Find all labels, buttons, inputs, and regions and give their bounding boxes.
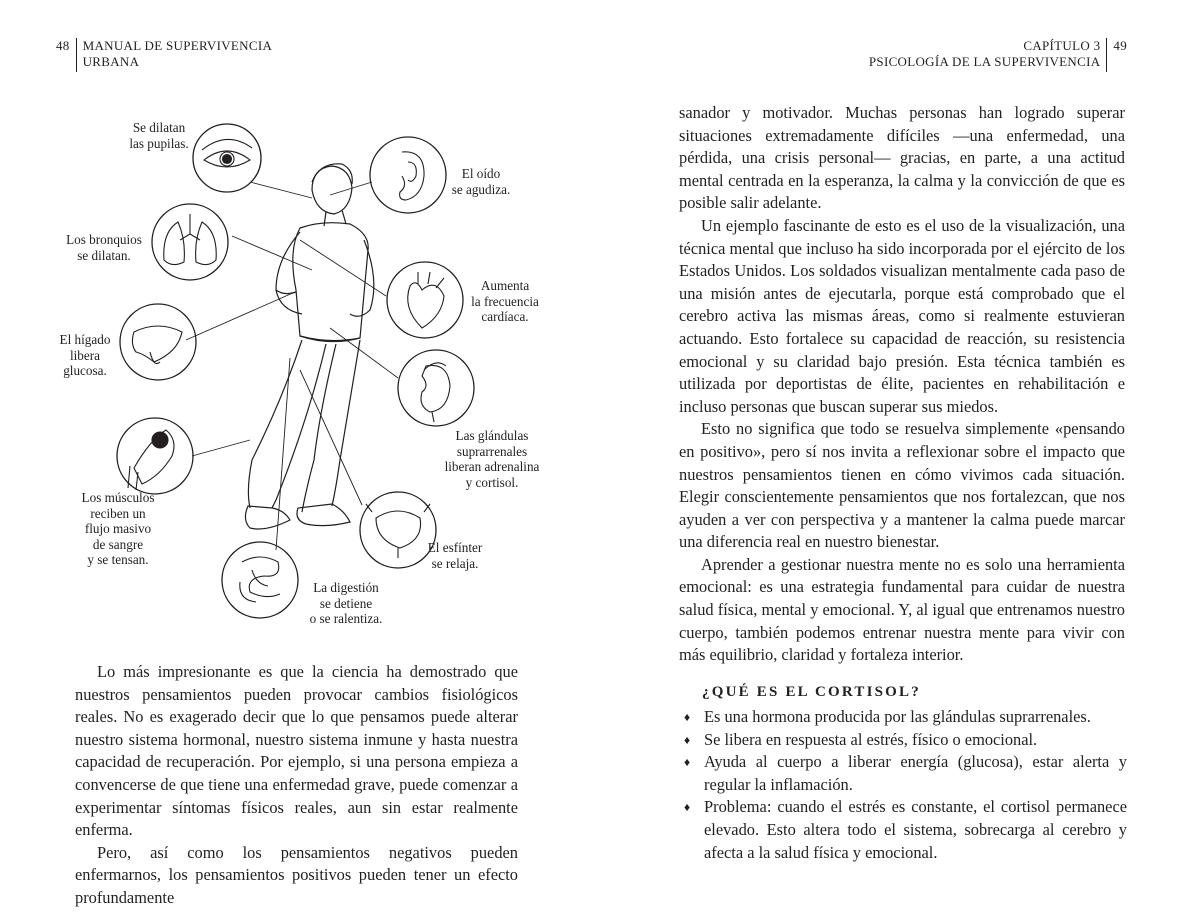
ear-drawing — [400, 152, 424, 200]
chapter-number: CAPÍTULO 3 — [1023, 38, 1101, 53]
right-paragraph-1: Un ejemplo fascinante de esto es el uso de la visualización, una técnica mental que incluso ha sido incorporada por el ejército de los Estados Unidos. Los soldados visualizan mentalmente cada paso de una misión antes de ejecutarla, porque está comprobado que el cerebro activa las mismas áreas, como si realmente estuvieran actuando. Esto fortalece su capacidad de reacción, su resistencia emocional y su claridad bajo presión. Esta técnica también es utilizada por deportistas de élite, pacientes en rehabilitación e incluso personas que buscan superar sus miedos. — [679, 215, 1125, 416]
label-adrenal: Las glándulas suprarrenales liberan adrenalina y cortisol. — [444, 428, 540, 490]
label-digestion: La digestión se detiene o se ralentiza. — [309, 580, 383, 627]
list-item: ♦ Es una hormona producida por las glándulas suprarrenales. — [684, 706, 1127, 729]
right-paragraph-3: Aprender a gestionar nuestra mente no es solo una herramienta emocional: es una estrategia fundamental para cuidar de nuestra salud física, mental y emocional. Y, al igual que entrenamos nuestro cuerpo, también podemos entrenar nuestra mente para vivir con más equilibrio, claridad y fortaleza interior. — [679, 554, 1125, 665]
muscle-drawing — [128, 430, 174, 490]
adrenal-drawing — [421, 363, 450, 422]
right-page-number: 49 — [1106, 38, 1127, 72]
book-title-line1: MANUAL DE SUPERVIVENCIA — [82, 38, 273, 53]
stress-response-illustration — [50, 100, 550, 640]
right-running-header — [869, 38, 1127, 72]
liver-drawing — [132, 326, 182, 364]
heart-drawing — [408, 272, 444, 328]
right-paragraph-2: Esto no significa que todo se resuelva simplemente «pensando en positivo», pero sí nos invita a reflexionar sobre el impacto que nuestros pensamientos tienen en cómo vivimos cada situación. Elegir conscientemente pensamientos que nos fortalezcan, que nos ayuden a ver con perspectiva y a mantener la calma puede marcar una diferencia real en nuestro bienestar. — [679, 419, 1125, 552]
label-eye: Se dilatan las pupilas. — [129, 120, 189, 151]
book-title — [77, 38, 273, 72]
label-ear: El oído se agudiza. — [451, 166, 511, 197]
label-heart: Aumenta la frecuencia cardíaca. — [471, 278, 539, 325]
diamond-bullet-icon: ♦ — [684, 800, 691, 815]
label-liver: El hígado libera glucosa. — [59, 332, 111, 379]
right-page — [600, 0, 1200, 920]
right-body-text — [679, 102, 1125, 667]
intestines-drawing — [240, 557, 280, 602]
label-sphincter: El esfínter se relaja. — [427, 540, 483, 571]
book-title-line2: URBANA — [82, 54, 140, 69]
right-continued-paragraph: sanador y motivador. Muchas personas han logrado superar situaciones extremadamente difíciles —una enfermedad, una pérdida, una crisis personal— gracias, en parte, a una actitud mental centrada en la esperanza, la calma y la convicción de que es posible salir adelante. — [679, 103, 1125, 213]
list-item: ♦ Se libera en respuesta al estrés, físico o emocional. — [684, 729, 1127, 752]
chapter-name: PSICOLOGÍA DE LA SUPERVIVENCIA — [868, 54, 1101, 69]
left-body-text — [75, 661, 518, 910]
diamond-bullet-icon: ♦ — [684, 710, 691, 724]
left-paragraph-2: Pero, así como los pensamientos negativos pueden enfermarnos, los pensamientos positivos pueden tener un efecto profundamente — [75, 842, 518, 907]
diamond-bullet-icon: ♦ — [684, 755, 691, 770]
list-item: ♦ Ayuda al cuerpo a liberar energía (glucosa), estar alerta y regular la inflamación. — [684, 752, 1127, 794]
list-item: ♦ Problema: cuando el estrés es constante, el cortisol permanece elevado. Esto altera todo el sistema, sobrecarga al cerebro y afecta a la salud física y emocional. — [684, 797, 1127, 862]
left-paragraph-1: Lo más impresionante es que la ciencia ha demostrado que nuestros pensamientos pueden provocar cambios fisiológicos reales. No es exagerado decir que lo que pensamos puede alterar nuestro sistema hormonal, nuestro sistema inmune y hasta nuestra capacidad de recuperación. Por ejemplo, si una persona empieza a convencerse de que tiene una enfermedad grave, puede comenzar a experimentar síntomas físicos reales, aun sin estar realmente enferma. — [75, 662, 518, 840]
left-running-header — [56, 38, 272, 72]
eye-drawing — [202, 139, 252, 167]
label-lungs: Los bronquios se dilatan. — [66, 232, 142, 263]
diamond-bullet-icon: ♦ — [684, 732, 691, 747]
lungs-drawing — [164, 214, 216, 265]
chapter-title — [869, 38, 1107, 72]
left-page-number: 48 — [56, 38, 77, 72]
cortisol-box-title: ¿QUÉ ES EL CORTISOL? — [702, 684, 921, 700]
cortisol-bullet-list — [684, 706, 1127, 864]
label-muscles: Los músculos reciben un flujo masivo de sangre y se tensan. — [81, 490, 155, 568]
